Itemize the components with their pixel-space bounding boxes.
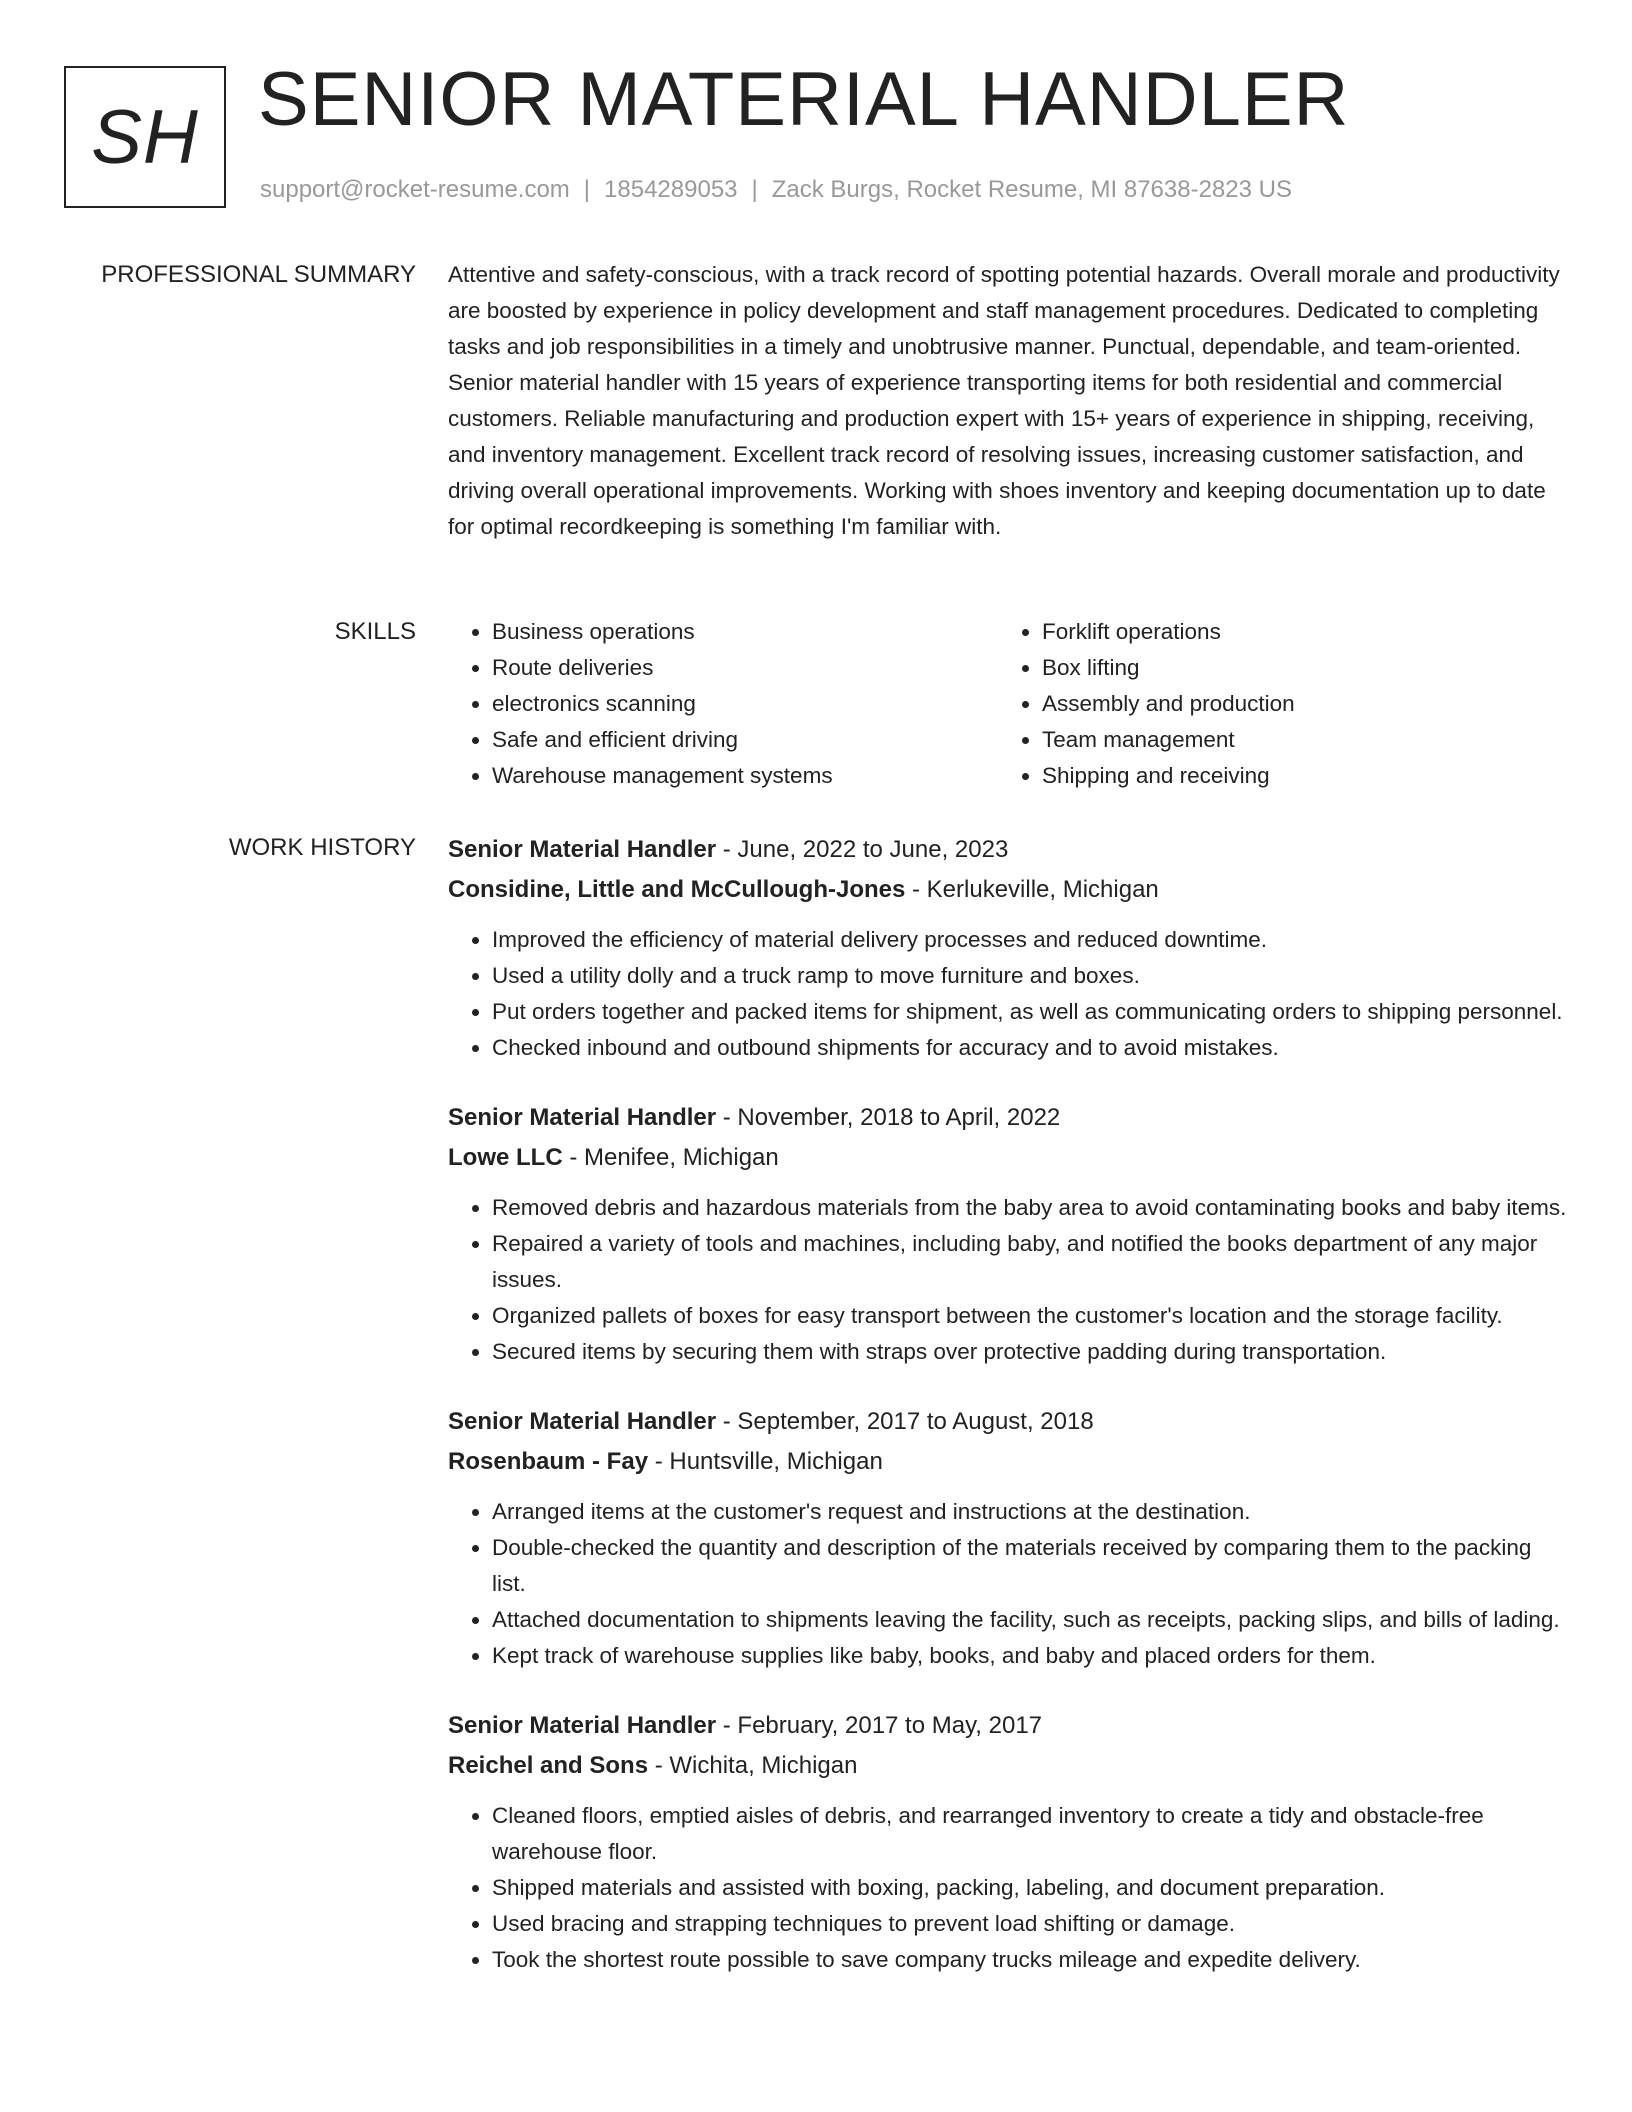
skill-item: • Safe and efficient driving	[492, 722, 998, 758]
job-bullets	[448, 1494, 1568, 1674]
resume-title: SENIOR MATERIAL HANDLER	[258, 57, 1350, 142]
skill-item: • Team management	[1042, 722, 1548, 758]
skill-item: • Route deliveries	[492, 650, 998, 686]
skills-heading: SKILLS	[334, 618, 416, 645]
job-bullets	[448, 1798, 1568, 1978]
skill-item: • electronics scanning	[492, 686, 998, 722]
job-entry	[448, 830, 1568, 1066]
contact-line	[260, 176, 1292, 204]
skill-item: • Warehouse management systems	[492, 758, 998, 794]
job-bullet: • Took the shortest route possible to save company trucks mileage and expedite delivery.	[492, 1942, 1568, 1978]
job-title: Senior Material Handler	[448, 1104, 717, 1131]
job-bullet: • Put orders together and packed items for shipment, as well as communicating orders to shipping personnel.	[492, 994, 1568, 1030]
contact-email[interactable]: support@rocket-resume.com	[260, 176, 570, 203]
skill-item: • Forklift operations	[1042, 614, 1548, 650]
contact-phone[interactable]: 1854289053	[604, 176, 738, 203]
job-title-line	[448, 1402, 1568, 1442]
job-title-line	[448, 830, 1568, 870]
job-dates: - February, 2017 to May, 2017	[716, 1712, 1043, 1739]
job-location: - Menifee, Michigan	[562, 1144, 779, 1171]
job-company: Lowe LLC	[448, 1144, 563, 1171]
job-dates: - September, 2017 to August, 2018	[716, 1408, 1094, 1435]
job-entry	[448, 1098, 1568, 1370]
skills-list-left	[448, 614, 998, 794]
job-company: Considine, Little and McCullough-Jones	[448, 876, 906, 903]
skill-item: • Assembly and production	[1042, 686, 1548, 722]
job-location: - Huntsville, Michigan	[648, 1448, 883, 1475]
job-bullet: • Double-checked the quantity and description of the materials received by comparing them to the packing list.	[492, 1530, 1568, 1602]
skills-body	[448, 614, 1568, 794]
job-company-line	[448, 870, 1568, 910]
summary-text: Attentive and safety-conscious, with a track record of spotting potential hazards. Overall morale and productivity are boosted by experience in policy development and staff management procedures. Dedicated to completing tasks and job responsibilities in a timely and unobtrusive manner. Punctual, dependable, and team-oriented. Senior material handler with 15 years of experience transporting items for both residential and commercial customers. Reliable manufacturing and production expert with 15+ years of experience in shipping, receiving, and inventory management. Excellent track record of resolving issues, increasing customer satisfaction, and driving overall operational improvements. Working with shoes inventory and keeping documentation up to date for optimal recordkeeping is something I'm familiar with.	[448, 262, 1560, 539]
job-bullet: • Secured items by securing them with straps over protective padding during transportation.	[492, 1334, 1568, 1370]
job-entry	[448, 1402, 1568, 1674]
job-bullet: • Arranged items at the customer's request and instructions at the destination.	[492, 1494, 1568, 1530]
job-company-line	[448, 1442, 1568, 1482]
job-bullet: • Checked inbound and outbound shipments for accuracy and to avoid mistakes.	[492, 1030, 1568, 1066]
job-bullet: • Shipped materials and assisted with boxing, packing, labeling, and document preparation.	[492, 1870, 1568, 1906]
monogram-logo	[64, 66, 226, 208]
skill-item: • Business operations	[492, 614, 998, 650]
summary-heading: PROFESSIONAL SUMMARY	[101, 261, 416, 288]
contact-separator: |	[751, 176, 758, 203]
job-title: Senior Material Handler	[448, 1408, 717, 1435]
contact-separator: |	[583, 176, 591, 203]
summary-body	[448, 257, 1568, 545]
skill-item: • Shipping and receiving	[1042, 758, 1548, 794]
job-dates: - June, 2022 to June, 2023	[716, 836, 1009, 863]
monogram-initials: SH	[91, 94, 199, 180]
job-title: Senior Material Handler	[448, 836, 717, 863]
work-history-body	[448, 830, 1568, 2010]
job-bullet: • Repaired a variety of tools and machines, including baby, and notified the books department of any major issues.	[492, 1226, 1568, 1298]
job-company-line	[448, 1746, 1568, 1786]
job-bullet: • Used bracing and strapping techniques to prevent load shifting or damage.	[492, 1906, 1568, 1942]
work-history-heading: WORK HISTORY	[228, 834, 416, 861]
job-title: Senior Material Handler	[448, 1712, 717, 1739]
job-location: - Wichita, Michigan	[648, 1752, 858, 1779]
job-bullet: • Removed debris and hazardous materials from the baby area to avoid contaminating books and baby items.	[492, 1190, 1568, 1226]
skills-list-right	[998, 614, 1548, 794]
job-bullets	[448, 922, 1568, 1066]
job-bullet: • Used a utility dolly and a truck ramp to move furniture and boxes.	[492, 958, 1568, 994]
job-location: - Kerlukeville, Michigan	[905, 876, 1159, 903]
job-company-line	[448, 1138, 1568, 1178]
job-bullet: • Kept track of warehouse supplies like baby, books, and baby and placed orders for them.	[492, 1638, 1568, 1674]
job-dates: - November, 2018 to April, 2022	[716, 1104, 1061, 1131]
job-entry	[448, 1706, 1568, 1978]
job-company: Reichel and Sons	[448, 1752, 649, 1779]
job-bullet: • Improved the efficiency of material delivery processes and reduced downtime.	[492, 922, 1568, 958]
job-title-line	[448, 1706, 1568, 1746]
contact-address: Zack Burgs, Rocket Resume, MI 87638-2823 US	[771, 176, 1292, 203]
job-bullet: • Cleaned floors, emptied aisles of debris, and rearranged inventory to create a tidy and obstacle-free warehouse floor.	[492, 1798, 1568, 1870]
job-company: Rosenbaum - Fay	[448, 1448, 649, 1475]
job-bullets	[448, 1190, 1568, 1370]
skill-item: • Box lifting	[1042, 650, 1548, 686]
job-bullet: • Organized pallets of boxes for easy transport between the customer's location and the storage facility.	[492, 1298, 1568, 1334]
job-bullet: • Attached documentation to shipments leaving the facility, such as receipts, packing slips, and bills of lading.	[492, 1602, 1568, 1638]
job-title-line	[448, 1098, 1568, 1138]
